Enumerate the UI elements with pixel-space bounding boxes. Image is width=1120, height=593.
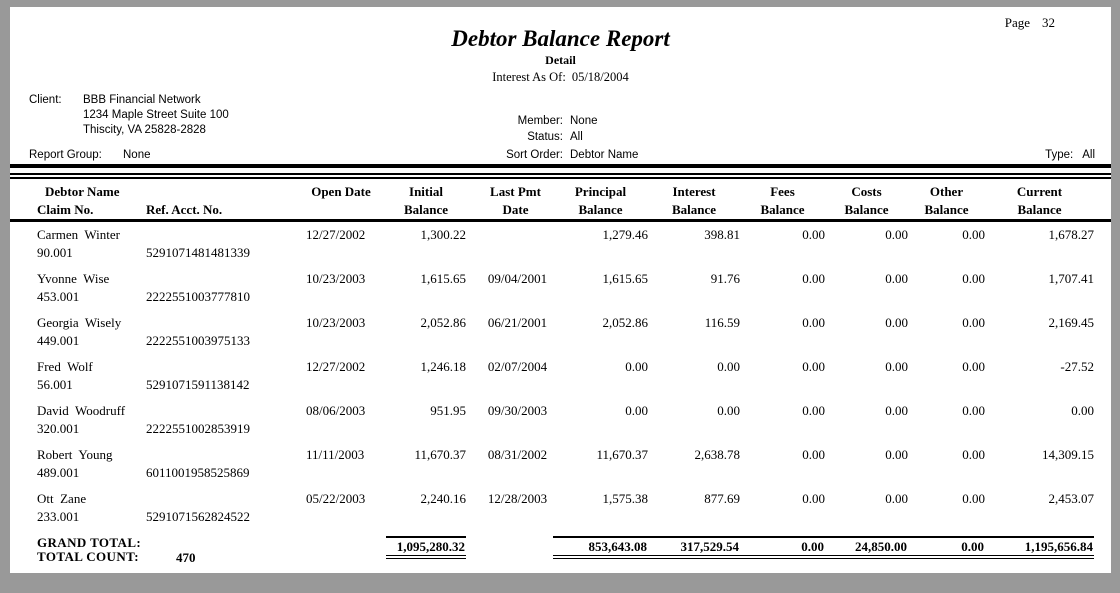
debtor-name-value: Georgia Wisely xyxy=(37,315,122,330)
costs-balance-value: 0.00 xyxy=(885,447,908,462)
fees-balance-value: 0.00 xyxy=(802,271,825,286)
col-current-balance: Current Balance xyxy=(1016,184,1063,217)
filter-block xyxy=(10,113,1111,145)
open-date-value: 05/22/2003 xyxy=(306,491,366,506)
initial-balance-value: 1,300.22 xyxy=(420,227,466,242)
claim-no-value: 449.001 xyxy=(37,333,80,348)
col-principal-balance: Principal Balance xyxy=(574,184,627,217)
fees-balance-value: 0.00 xyxy=(802,315,825,330)
table-header xyxy=(37,179,1094,219)
claim-no-value: 90.001 xyxy=(37,245,73,260)
ref-acct-no-value: 2222551003777810 xyxy=(146,289,250,304)
costs-balance-value: 0.00 xyxy=(885,403,908,418)
report-title: Debtor Balance Report xyxy=(451,26,670,51)
costs-balance-value: 0.00 xyxy=(885,315,908,330)
principal-balance-value: 1,575.38 xyxy=(602,491,648,506)
table-row xyxy=(37,222,1094,266)
interest-balance-value: 398.81 xyxy=(704,227,740,242)
table-row xyxy=(37,266,1094,310)
debtor-cell xyxy=(37,447,146,486)
sort-order-label: Sort Order: xyxy=(506,149,563,161)
page-number xyxy=(1005,15,1055,31)
total-fees-balance: 0.00 xyxy=(740,536,825,559)
client-label: Client: xyxy=(29,94,62,106)
member-label: Member: xyxy=(517,115,563,127)
costs-balance-value: 0.00 xyxy=(885,491,908,506)
client-address-line1: 1234 Maple Street Suite 100 xyxy=(83,109,229,121)
table-row xyxy=(37,354,1094,398)
client-address-line2: Thiscity, VA 25828-2828 xyxy=(83,124,206,136)
debtor-cell xyxy=(37,315,146,354)
debtor-name-value: David Woodruff xyxy=(37,403,126,418)
ref-acct-no-value: 2222551002853919 xyxy=(146,421,250,436)
fees-balance-value: 0.00 xyxy=(802,403,825,418)
claim-no-value: 233.001 xyxy=(37,509,80,524)
type-label: Type: xyxy=(1045,149,1074,161)
current-balance-value: -27.52 xyxy=(1060,359,1094,374)
grand-total-label: GRAND TOTAL: xyxy=(37,535,142,550)
other-balance-value: 0.00 xyxy=(962,227,985,242)
interest-balance-value: 0.00 xyxy=(717,359,740,374)
last-pmt-date-value: 12/28/2003 xyxy=(487,491,548,506)
total-other-balance: 0.00 xyxy=(908,536,985,559)
grand-total-row xyxy=(37,536,1094,566)
interest-as-of-date: 05/18/2004 xyxy=(571,70,629,84)
costs-balance-value: 0.00 xyxy=(885,359,908,374)
open-date-value: 10/23/2003 xyxy=(306,271,366,286)
total-current-balance: 1,195,656.84 xyxy=(985,536,1094,559)
col-open-date: Open Date xyxy=(311,184,371,199)
total-costs-balance: 24,850.00 xyxy=(825,536,908,559)
status-label: Status: xyxy=(527,131,563,143)
ref-acct-no-value: 6011001958525869 xyxy=(146,465,250,480)
debtor-cell xyxy=(37,491,146,530)
type-value: All xyxy=(1082,149,1095,161)
current-balance-value: 2,453.07 xyxy=(1048,491,1094,506)
table-row xyxy=(37,310,1094,354)
initial-balance-value: 1,615.65 xyxy=(420,271,466,286)
claim-no-value: 489.001 xyxy=(37,465,80,480)
debtor-cell xyxy=(37,227,146,266)
debtor-name-value: Robert Young xyxy=(37,447,113,462)
fees-balance-value: 0.00 xyxy=(802,227,825,242)
report-meta-row xyxy=(10,149,1111,164)
total-principal-balance: 853,643.08 xyxy=(553,536,648,559)
other-balance-value: 0.00 xyxy=(962,315,985,330)
report-group xyxy=(29,149,151,161)
ref-acct-no-value: 2222551003975133 xyxy=(146,333,250,348)
report-viewer-background xyxy=(0,7,1120,593)
page-label: Page xyxy=(1004,15,1030,30)
interest-balance-value: 2,638.78 xyxy=(694,447,740,462)
initial-balance-value: 2,240.16 xyxy=(420,491,466,506)
status-value: All xyxy=(570,131,583,143)
initial-balance-value: 951.95 xyxy=(430,403,466,418)
current-balance-value: 0.00 xyxy=(1071,403,1094,418)
total-interest-balance: 317,529.54 xyxy=(648,536,740,559)
initial-balance-value: 2,052.86 xyxy=(420,315,466,330)
current-balance-value: 1,707.41 xyxy=(1048,271,1094,286)
open-date-value: 12/27/2002 xyxy=(306,359,366,374)
other-balance-value: 0.00 xyxy=(962,359,985,374)
table-row xyxy=(37,486,1094,530)
open-date-value: 11/11/2003 xyxy=(306,447,365,462)
last-pmt-date-value: 02/07/2004 xyxy=(487,359,548,374)
open-date-value: 10/23/2003 xyxy=(306,315,366,330)
table-row xyxy=(37,398,1094,442)
col-last-pmt-date: Last Pmt Date xyxy=(490,184,541,217)
debtor-name-value: Ott Zane xyxy=(37,491,87,506)
other-balance-value: 0.00 xyxy=(962,271,985,286)
debtor-name-value: Carmen Winter xyxy=(37,227,120,242)
open-date-value: 12/27/2002 xyxy=(306,227,366,242)
interest-as-of-label: Interest As Of: xyxy=(492,70,566,84)
col-initial-balance: Initial Balance xyxy=(403,184,449,217)
col-debtor-name: Debtor Name Claim No. xyxy=(37,184,120,217)
ref-acct-no-value: 5291071562824522 xyxy=(146,509,250,524)
col-ref-acct-no: Ref. Acct. No. xyxy=(146,202,223,217)
current-balance-value: 2,169.45 xyxy=(1048,315,1094,330)
report-group-value: None xyxy=(123,149,151,161)
interest-balance-value: 0.00 xyxy=(717,403,740,418)
other-balance-value: 0.00 xyxy=(962,403,985,418)
col-fees-balance: Fees Balance xyxy=(760,184,805,217)
total-count-label: TOTAL COUNT: xyxy=(37,549,139,564)
total-initial-balance: 1,095,280.32 xyxy=(386,536,466,559)
last-pmt-date-value xyxy=(466,227,553,266)
debtor-cell xyxy=(37,271,146,310)
report-page xyxy=(10,7,1111,573)
principal-balance-value: 0.00 xyxy=(625,403,648,418)
last-pmt-date-value: 06/21/2001 xyxy=(487,315,548,330)
table-body xyxy=(10,222,1111,534)
ref-acct-no-value: 5291071591138142 xyxy=(146,377,250,392)
ref-acct-no-value: 5291071481481339 xyxy=(146,245,250,260)
last-pmt-date-value: 09/30/2003 xyxy=(487,403,548,418)
costs-balance-value: 0.00 xyxy=(885,227,908,242)
debtor-cell xyxy=(37,359,146,398)
last-pmt-date-value: 08/31/2002 xyxy=(487,447,548,462)
client-name: BBB Financial Network xyxy=(83,94,201,106)
initial-balance-value: 11,670.37 xyxy=(414,447,466,462)
type-filter xyxy=(1045,149,1095,161)
table-row xyxy=(37,530,1094,534)
status-row xyxy=(10,129,1111,145)
interest-balance-value: 877.69 xyxy=(704,491,740,506)
principal-balance-value: 2,052.86 xyxy=(602,315,648,330)
other-balance-value: 0.00 xyxy=(962,447,985,462)
member-value: None xyxy=(570,115,598,127)
grand-total-labels xyxy=(37,536,146,566)
last-pmt-date-value: 09/04/2001 xyxy=(487,271,548,286)
debtor-cell xyxy=(37,403,146,442)
col-other-balance: Other Balance xyxy=(924,184,969,217)
interest-balance-value: 91.76 xyxy=(710,271,740,286)
sort-order-value: Debtor Name xyxy=(570,149,639,161)
report-subtitle: Detail xyxy=(545,53,576,67)
initial-balance-value: 1,246.18 xyxy=(420,359,466,374)
report-group-label: Report Group: xyxy=(29,149,102,161)
fees-balance-value: 0.00 xyxy=(802,491,825,506)
principal-balance-value: 1,279.46 xyxy=(602,227,648,242)
claim-no-value: 453.001 xyxy=(37,289,80,304)
interest-balance-value: 116.59 xyxy=(704,315,740,330)
report-header xyxy=(10,7,1111,164)
col-costs-balance: Costs Balance xyxy=(844,184,889,217)
other-balance-value: 0.00 xyxy=(962,491,985,506)
debtor-name-value: Yvonne Wise xyxy=(37,271,110,286)
debtor-name-value: Fred Wolf xyxy=(37,359,93,374)
claim-no-value: 320.001 xyxy=(37,421,80,436)
principal-balance-value: 11,670.37 xyxy=(596,447,648,462)
costs-balance-value: 0.00 xyxy=(885,271,908,286)
claim-no-value: 56.001 xyxy=(37,377,73,392)
open-date-value: 08/06/2003 xyxy=(306,403,366,418)
col-interest-balance: Interest Balance xyxy=(671,184,717,217)
total-count-value: 470 xyxy=(176,550,196,565)
member-row xyxy=(10,113,1111,129)
principal-balance-value: 1,615.65 xyxy=(602,271,648,286)
current-balance-value: 1,678.27 xyxy=(1048,227,1094,242)
principal-balance-value: 0.00 xyxy=(625,359,648,374)
interest-as-of xyxy=(10,70,1111,84)
current-balance-value: 14,309.15 xyxy=(1042,447,1094,462)
page-number-value: 32 xyxy=(1042,15,1055,30)
fees-balance-value: 0.00 xyxy=(802,447,825,462)
fees-balance-value: 0.00 xyxy=(802,359,825,374)
table-row xyxy=(37,442,1094,486)
